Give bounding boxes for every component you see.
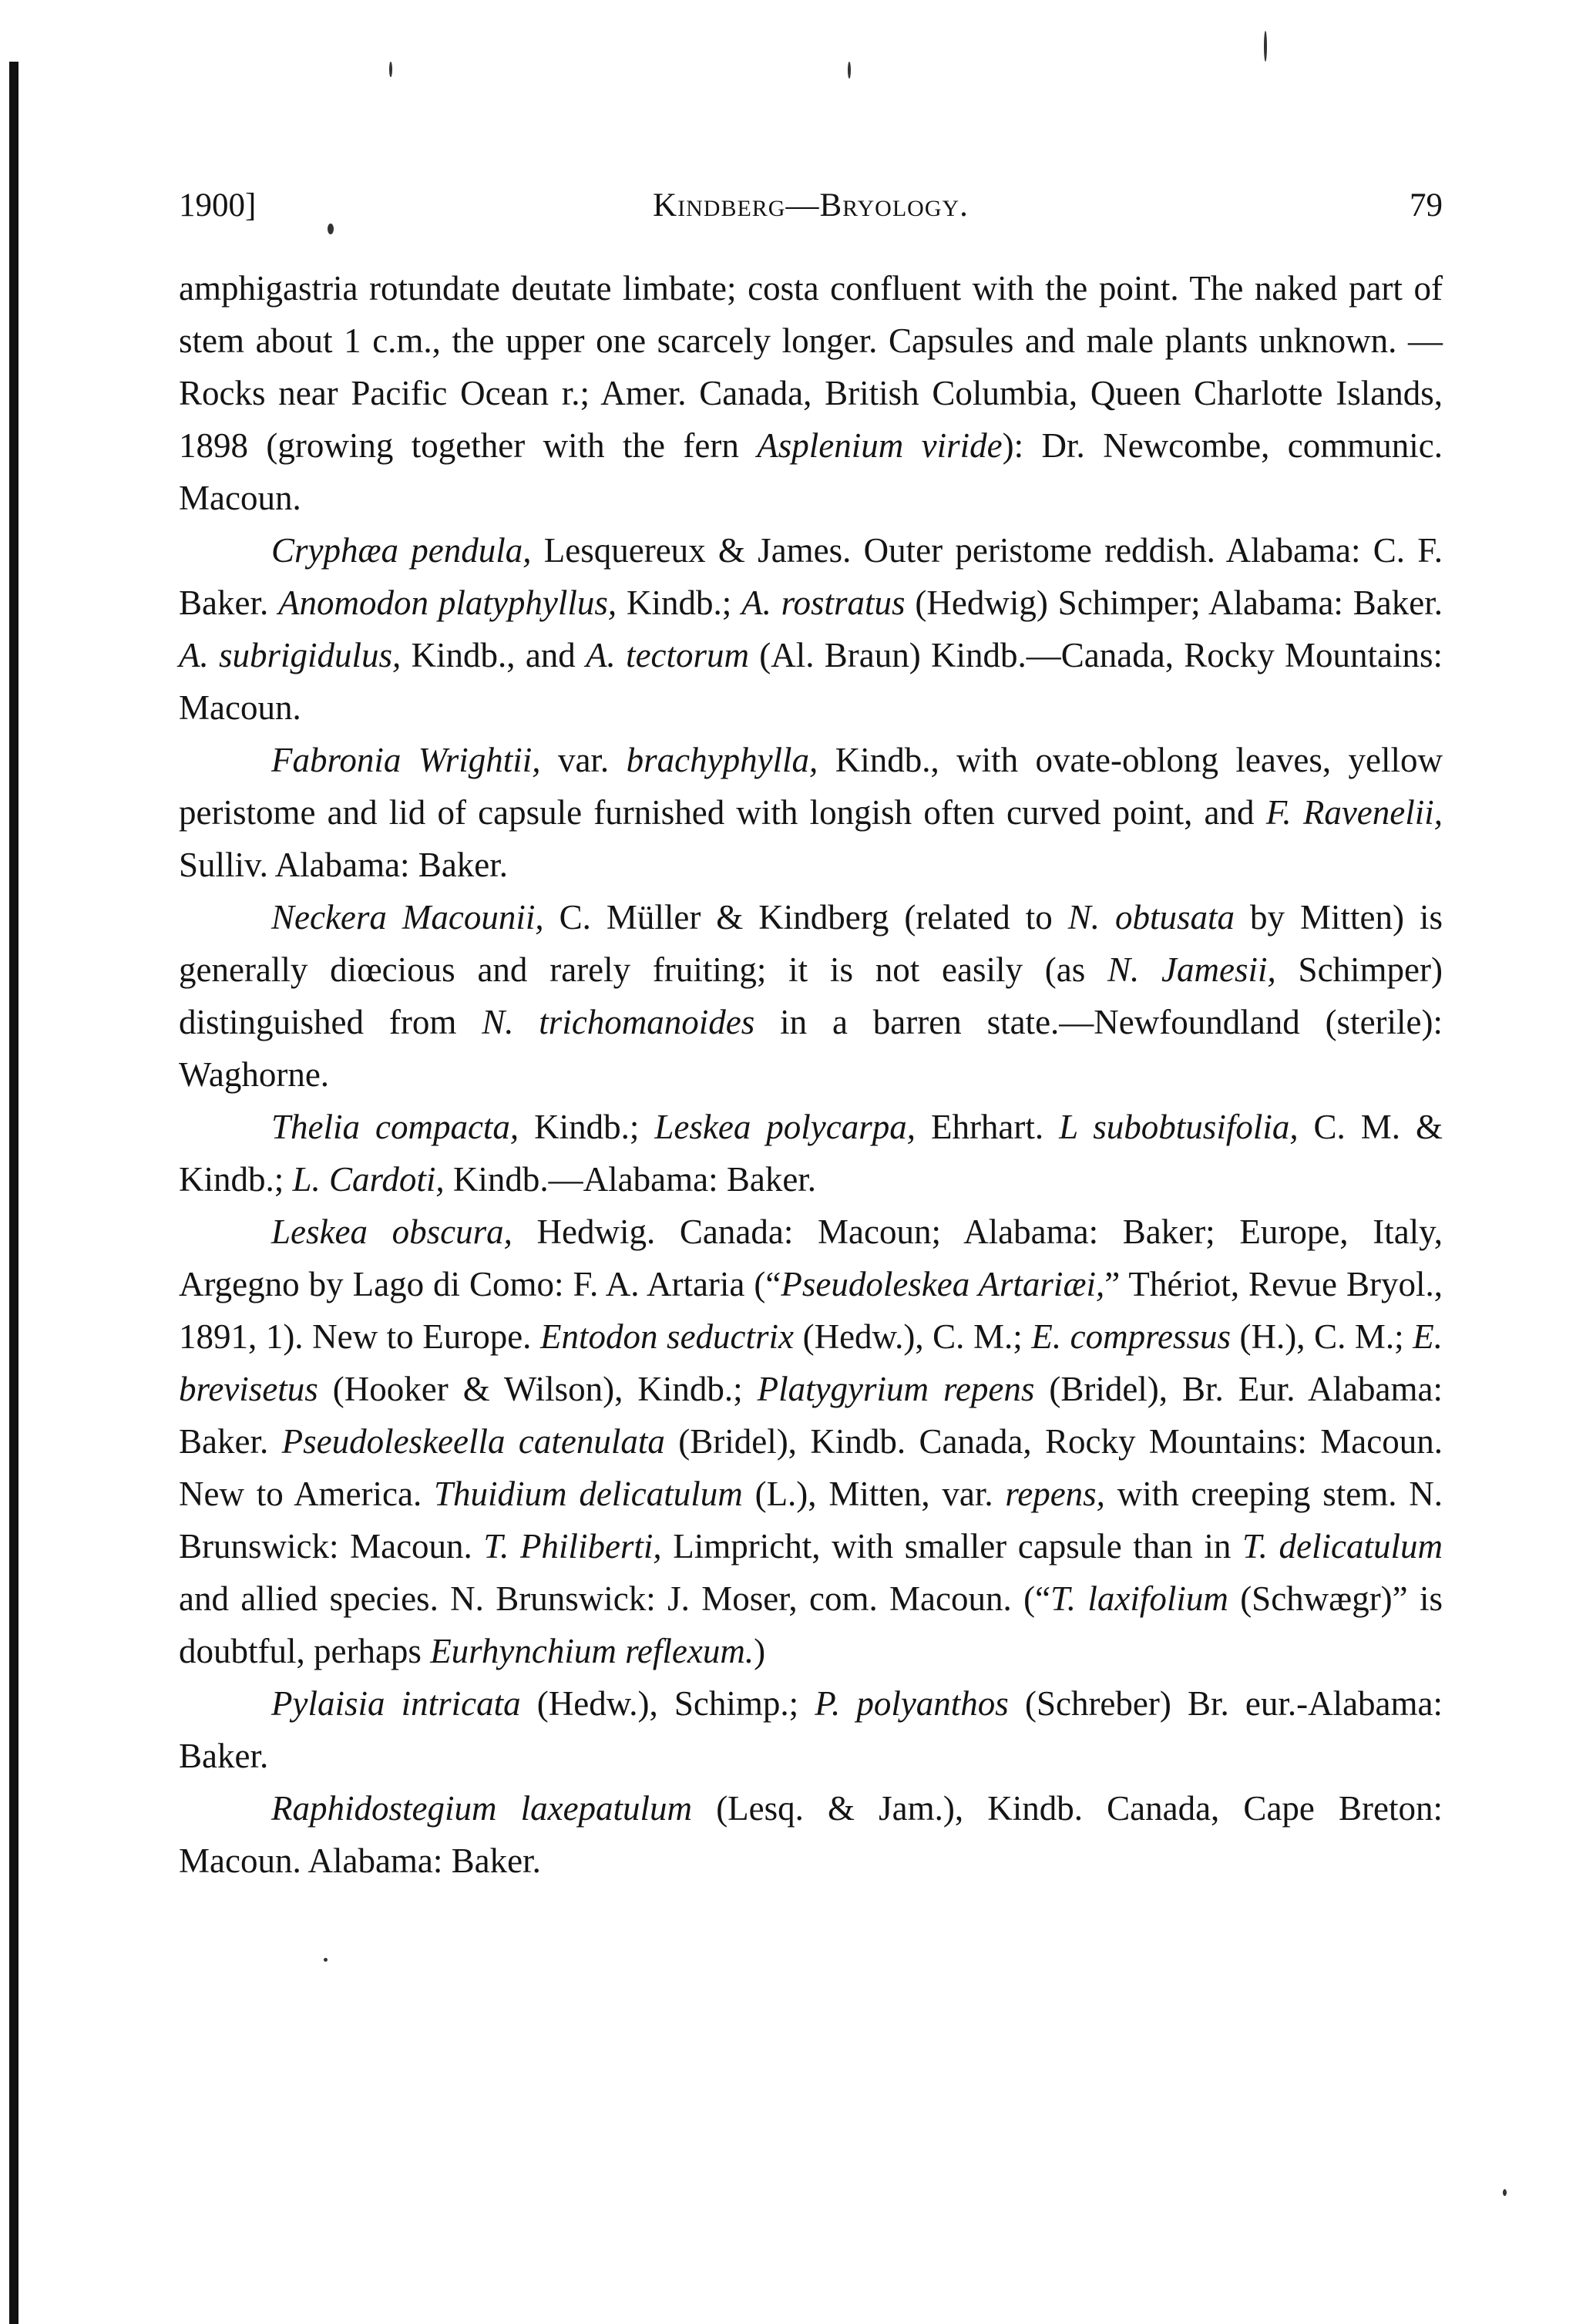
species-name: Cryphæa pendula, [271,531,532,570]
species-name: Entodon seductrix [540,1317,795,1356]
paragraph-text: ): Dr. Newcombe, communic. Macoun. [179,426,1443,517]
species-name: Anomodon platyphyllus, [278,584,617,622]
paragraph-text: (Hedw.), Schimp.; [520,1684,815,1723]
paragraph-text: (Bridel), Br. Eur. Alabama: Baker. [179,1370,1443,1461]
paragraph-text: (Al. Braun) Kindb.—Canada, Rocky Mountains: Macoun. [179,636,1443,727]
body-paragraph [179,734,1443,891]
body-paragraph [179,1206,1443,1677]
species-name: Eurhynchium reflexum. [430,1632,754,1670]
paragraph-text: with creeping stem. N. Brunswick: Macoun. [179,1475,1443,1566]
species-name: Thuidium delicatulum [434,1475,743,1513]
paragraph-text: ) [754,1632,766,1670]
paragraph-text: (Hooker & Wilson), Kindb.; [318,1370,758,1408]
species-name: Thelia compacta, [271,1108,519,1146]
species-name: Leskea polycarpa, [654,1108,916,1146]
paragraph-text: Kindb.—Alabama: Baker. [444,1160,817,1199]
paragraph-text: Hedwig. Canada: Macoun; Alabama: Baker; Europe, Italy, Argegno by Lago di Como: F. A. Artaria (“ [179,1212,1443,1303]
species-name: Asplenium viride [757,426,1003,465]
species-name: L. Cardoti, [292,1160,445,1199]
paragraph-text: (Hedw.), C. M.; [794,1317,1032,1356]
species-name: A. rostratus [741,584,906,622]
body-paragraph [179,891,1443,1101]
page-number: 79 [1410,187,1443,224]
header-title: Kindberg—Bryology. [653,187,969,224]
paragraph-text: (H.), C. M.; [1230,1317,1413,1356]
species-name: Fabronia Wrightii, [271,741,541,779]
body-paragraph [179,1677,1443,1782]
species-name: brachyphylla, [626,741,818,779]
species-name: Raphidostegium laxepatulum [271,1789,693,1828]
species-name: repens, [1005,1475,1105,1513]
paragraph-text: Lesquereux & James. Outer peristome reddish. Alabama: C. F. Baker. [179,531,1443,622]
species-name: N. Jamesii, [1107,950,1276,989]
species-name: Platygyrium repens [757,1370,1035,1408]
body-paragraph [179,1782,1443,1887]
paragraph-text: C. M. & Kindb.; [179,1108,1443,1199]
species-name: L subobtusifolia, [1059,1108,1299,1146]
paragraph-text: amphigastria rotundate deutate limbate; costa confluent with the point. The naked part of stem about 1 c.m., the upper one scarcely longer. Capsules and male plants unknown. —Rocks near Pacific Ocean r.; Amer. Canada, British Columbia, Queen Charlotte Islands, 1898 (growing together with the fern [179,269,1443,465]
species-name: Leskea obscura, [271,1212,512,1251]
paragraph-text: var. [540,741,627,779]
binding-edge-shadow [9,62,18,2324]
species-name: T. laxifolium [1050,1579,1228,1618]
species-name: Pseudoleskea Artariæi, [781,1265,1105,1303]
species-name: Pylaisia intricata [271,1684,521,1723]
scan-speck [1503,2189,1507,2196]
species-name: N. obtusata [1067,898,1235,937]
paragraph-text: (Lesq. & Jam.), Kindb. Canada, Cape Breton: Macoun. Alabama: Baker. [179,1789,1443,1880]
paragraph-text: (Schwægr)” is doubtful, perhaps [179,1579,1443,1670]
species-name: E. compressus [1031,1317,1231,1356]
paragraph-text: by Mitten) is generally diœcious and rarely fruiting; it is not easily (as [179,898,1443,989]
scan-speck [389,62,392,77]
body-paragraph [179,262,1443,524]
paragraph-text: (L.), Mitten, var. [742,1475,1006,1513]
paragraph-text: ” Thériot, Revue Bryol., 1891, 1). New to Europe. [179,1265,1443,1356]
scan-speck [1264,31,1267,62]
scan-speck [848,62,851,79]
species-name: A. tectorum [586,636,750,674]
paragraph-text: Kindb., and [401,636,586,674]
paragraph-text: Schimper) distinguished from [179,950,1443,1041]
species-name: E. brevisetus [179,1317,1443,1408]
paragraph-text: and allied species. N. Brunswick: J. Moser, com. Macoun. (“ [179,1579,1051,1618]
species-name: T. Philiberti, [483,1527,662,1566]
species-name: F. Ravenelii, [1265,793,1443,832]
species-name: A. subrigidulus, [179,636,402,674]
page-body [179,262,1443,1887]
paragraph-text: (Bridel), Kindb. Canada, Rocky Mountains: Macoun. New to America. [179,1422,1443,1513]
paragraph-text: Limpricht, with smaller capsule than in [661,1527,1242,1566]
species-name: Neckera Macounii, [271,898,544,937]
species-name: Pseudoleskeella catenulata [281,1422,665,1461]
paragraph-text: Ehrhart. [916,1108,1060,1146]
paragraph-text: Kindb.; [519,1108,655,1146]
paragraph-text: (Schreber) Br. eur.-Alabama: Baker. [179,1684,1443,1775]
paragraph-text: C. Müller & Kindberg (related to [543,898,1068,937]
paragraph-text: Kindb., with ovate-oblong leaves, yellow peristome and lid of capsule furnished with longish often curved point, and [179,741,1443,832]
paragraph-text: (Hedwig) Schimper; Alabama: Baker. [905,584,1443,622]
scan-speck [324,1958,328,1962]
header-year: 1900] [179,187,257,224]
species-name: N. trichomanoides [482,1003,755,1041]
body-paragraph [179,1101,1443,1206]
body-paragraph [179,524,1443,734]
species-name: T. delicatulum [1242,1527,1443,1566]
paragraph-text: in a barren state.—Newfoundland (sterile): Waghorne. [179,1003,1443,1094]
running-head [179,179,1443,233]
paragraph-text: Sulliv. Alabama: Baker. [179,846,509,884]
species-name: P. polyanthos [815,1684,1009,1723]
paragraph-text: Kindb.; [617,584,742,622]
